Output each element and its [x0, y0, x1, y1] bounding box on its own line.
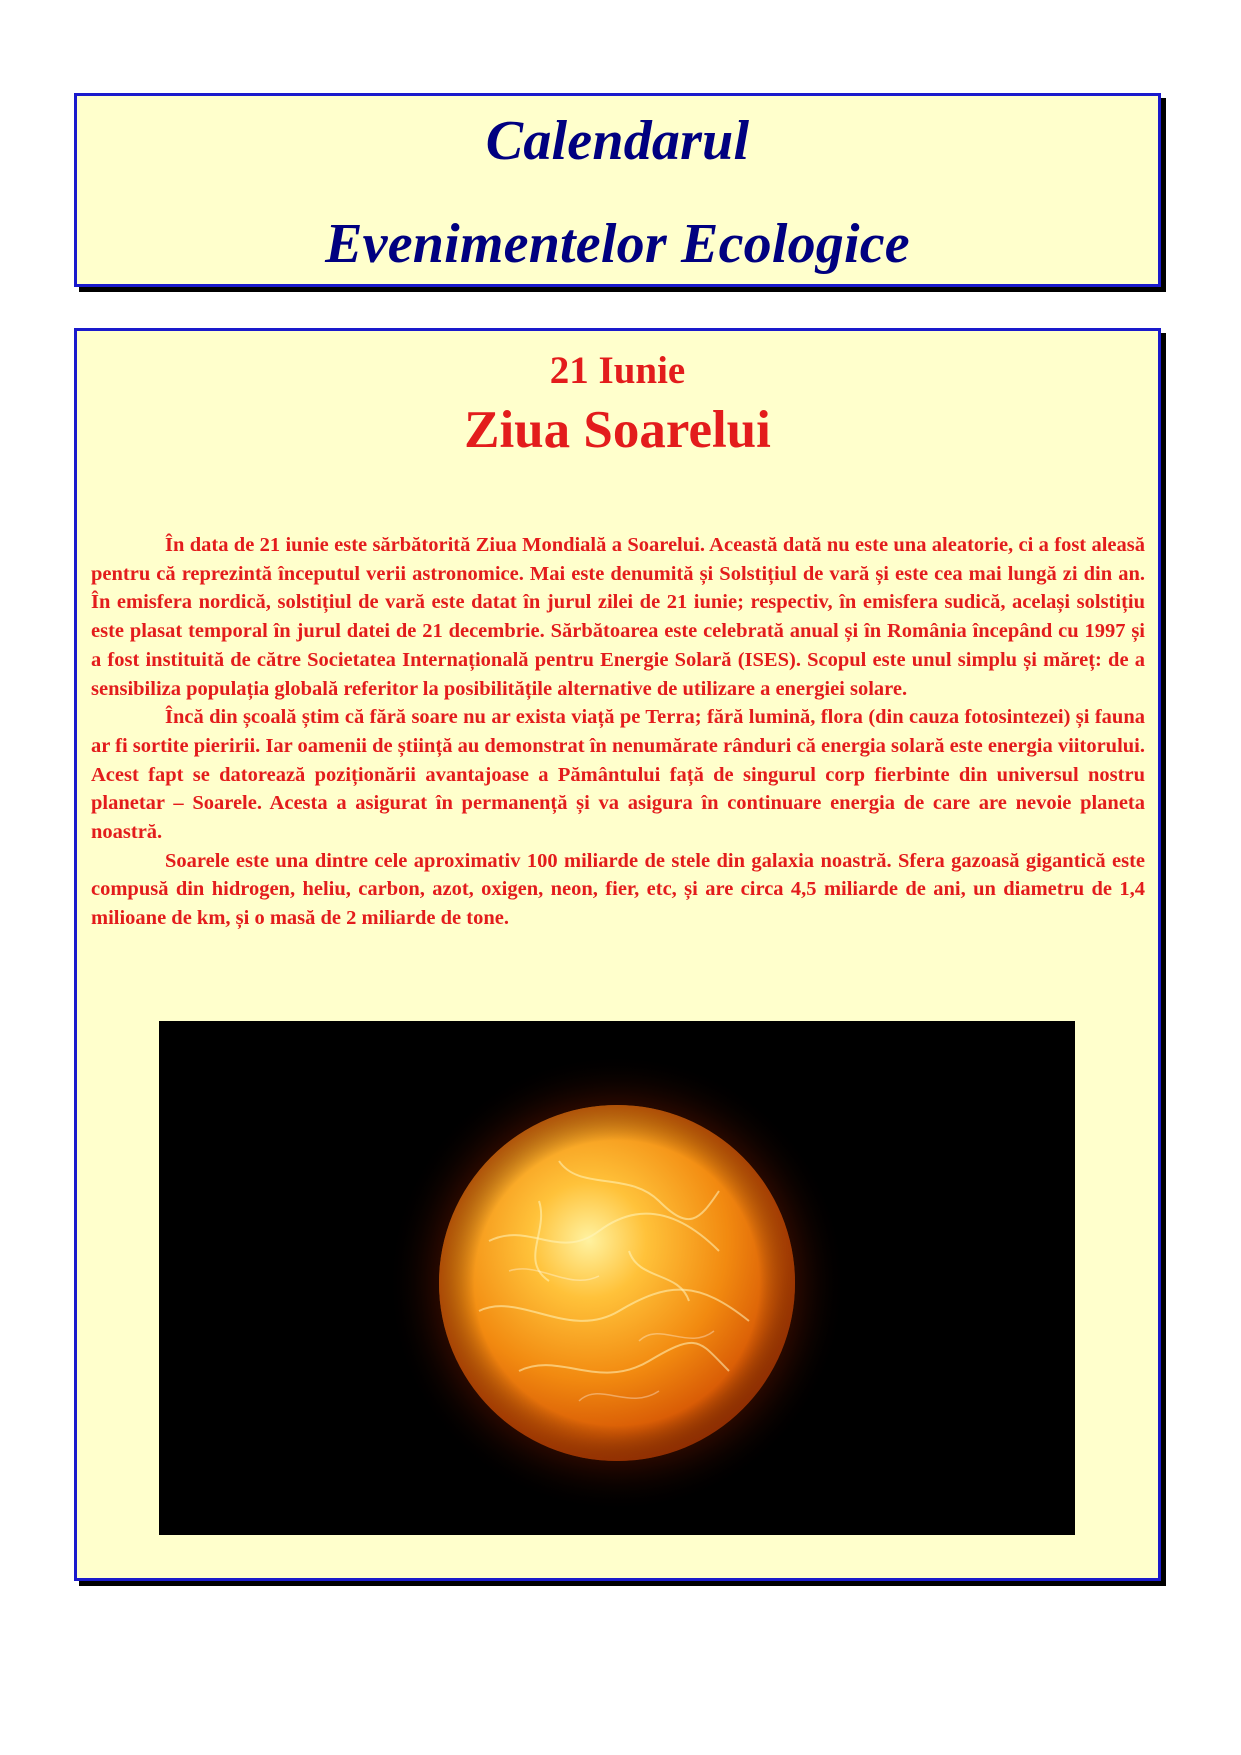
- header-box: [74, 93, 1161, 287]
- article-body: [91, 531, 1145, 933]
- article-paragraph-1: În data de 21 iunie este sărbătorită Ziua Mondială a Soarelui. Această dată nu este una aleatorie, ci a fost aleasă pentru că reprezintă începutul verii astronomice. Mai este denumită și Solstițiul de vară și este cea mai lungă zi din an. În emisfera nordică, solstițiul de vară este datat în jurul zilei de 21 iunie; respectiv, în emisfera sudică, același solstițiu este plasat temporal în jurul datei de 21 decembrie. Sărbătoarea este celebrată anual și în România începând cu 1997 și a fost instituită de către Societatea Internațională pentru Energie Solară (ISES). Scopul este unul simplu și măreț: de a sensibiliza populația globală referitor la posibilitățile alternative de utilizare a energiei solare.: [91, 534, 1145, 700]
- sun-photo-icon: [159, 1021, 1075, 1535]
- event-title: Ziua Soarelui: [464, 401, 771, 459]
- content-box: [74, 328, 1161, 1581]
- header-title-line-1: Calendarul: [485, 110, 750, 172]
- header-title-line-2: Evenimentelor Ecologice: [325, 213, 910, 275]
- event-date: 21 Iunie: [549, 349, 686, 392]
- article-paragraph-2: Încă din școală știm că fără soare nu ar exista viață pe Terra; fără lumină, flora (din cauza fotosintezei) și fauna ar fi sortite pieririi. Iar oamenii de știință au demonstrat în nenumărate rânduri că energia solară este energia viitorului. Acest fapt se datorează poziționării avantajoase a Pământului față de singurul corp fierbinte din universul nostru planetar – Soarele. Acesta a asigurat în permanență și va asigura în continuare energia de care are nevoie planeta noastră.: [91, 706, 1145, 844]
- article-paragraph-3: Soarele este una dintre cele aproximativ 100 miliarde de stele din galaxia noastră. Sfera gazoasă gigantică este compusă din hidrogen, heliu, carbon, azot, oxigen, neon, fier, etc, și are circa 4,5 miliarde de ani, un diametru de 1,4 milioane de km, și o masă de 2 miliarde de tone.: [91, 849, 1145, 930]
- sun-image: [159, 1021, 1075, 1535]
